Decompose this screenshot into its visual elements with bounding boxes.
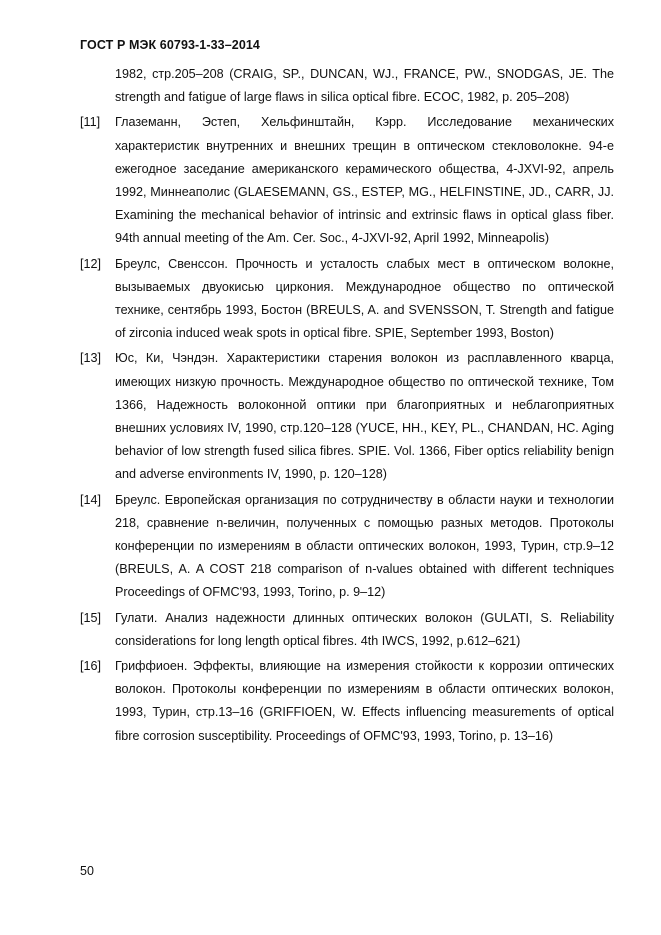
reference-number: [11]	[80, 115, 101, 130]
reference-text: Юс, Ки, Чэндэн. Характеристики старения волокон из расплавленного кварца, имеющих низкую прочность. Международное общество по оптической технике, Том 1366, Надежность волоконной оптики при благоприятных и неблагоприятных внешних условиях IV, 1990, стр.120–128 (YUCE, HH., KEY, PL., CHANDAN, HC. Aging behavior of low strength fused silica fibres. SPIE. Vol. 1366, Fiber optics reliability benign and adverse environments IV, 1990, p. 120–128)	[115, 351, 614, 482]
reference-text: Бреулс. Европейская организация по сотрудничеству в области науки и технологии 218, сравнение n-величин, полученных с помощью разных методов. Протоколы конференции по измерениям в области оптических волокон, 1993, Турин, стр.9–12 (BREULS, A. A COST 218 comparison of n-values obtained with different techniques Proceedings of OFMC'93, 1993, Torino, p. 9–12)	[115, 492, 614, 600]
reference-entry-15	[80, 607, 614, 653]
page-header: ГОСТ Р МЭК 60793-1-33–2014	[80, 38, 260, 52]
reference-entry-continued	[80, 63, 614, 109]
reference-entry-11	[80, 111, 614, 250]
reference-entry-13	[80, 347, 614, 486]
reference-list	[80, 63, 614, 750]
reference-text: Глаземанн, Эстеп, Хельфинштайн, Кэрр. Исследование механических характеристик внутренних и внешних трещин в оптическом стекловолокне. 94-е ежегодное заседание американского керамического общества, 4-JXVI-92, апрель 1992, Миннеаполис (GLAESEMANN, GS., ESTEP, MG., HELFINSTINE, JD., CARR, JJ. Examining the mechanical behavior of intrinsic and extrinsic flaws in optical glass fiber. 94th annual meeting of the Am. Cer. Soc., 4-JXVI-92, April 1992, Minneapolis)	[115, 115, 614, 246]
reference-entry-14	[80, 489, 614, 605]
reference-text: Бреулс, Свенссон. Прочность и усталость слабых мест в оптическом волокне, вызываемых двуокисью циркония. Международное общество по оптической технике, сентябрь 1993, Бостон (BREULS, A. and SVENSSON, T. Strength and fatigue of zirconia induced weak spots in optical fibre. SPIE, September 1993, Boston)	[115, 256, 614, 341]
reference-text: Гулати. Анализ надежности длинных оптических волокон (GULATI, S. Reliability considerations for long length optical fibres. 4th IWCS, 1992, p.612–621)	[115, 610, 614, 648]
reference-number: [13]	[80, 351, 102, 366]
reference-text: Гриффиоен. Эффекты, влияющие на измерения стойкости к коррозии оптических волокон. Протоколы конференции по измерениям в области оптических волокон, 1993, Турин, стр.13–16 (GRIFFIOEN, W. Effects influencing measurements of optical fibre corrosion susceptibility. Proceedings of OFMC'93, 1993, Torino, p. 13–16)	[115, 659, 614, 743]
reference-number: [15]	[80, 610, 102, 625]
reference-number: [12]	[80, 256, 102, 271]
reference-entry-12	[80, 253, 614, 346]
reference-text: 1982, стр.205–208 (CRAIG, SP., DUNCAN, WJ., FRANCE, PW., SNODGAS, JE. The strength and fatigue of large flaws in silica optical fibre. ECOC, 1982, p. 205–208)	[115, 67, 614, 105]
reference-number: [14]	[80, 492, 102, 507]
reference-number: [16]	[80, 659, 102, 674]
reference-entry-16	[80, 655, 614, 748]
page-number: 50	[80, 864, 94, 878]
